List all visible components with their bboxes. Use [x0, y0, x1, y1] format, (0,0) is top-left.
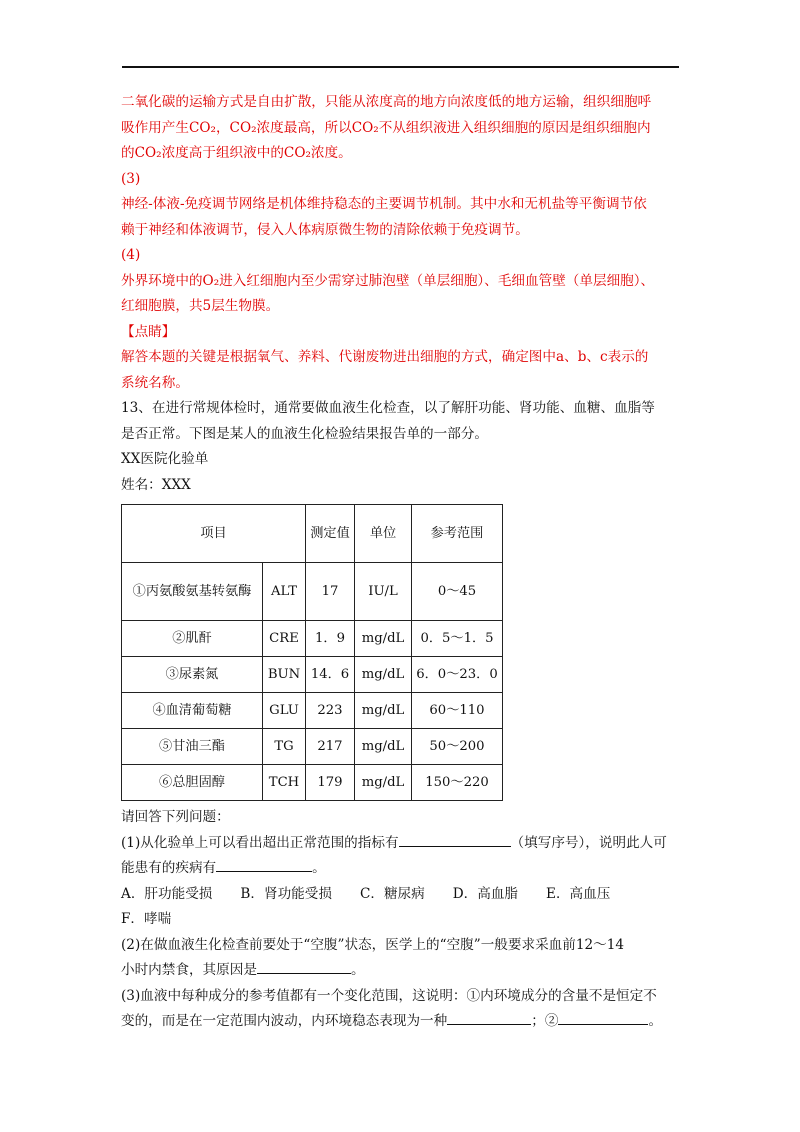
- header-item: 项目: [122, 505, 306, 563]
- answer-label-4: (4): [121, 247, 141, 263]
- item-abbr: TG: [263, 729, 306, 765]
- hospital-title: XX医院化验单: [121, 451, 209, 467]
- table-row: [122, 621, 503, 657]
- item-unit: mg/dL: [355, 621, 412, 657]
- item-abbr: CRE: [263, 621, 306, 657]
- header-value: 测定值: [306, 505, 355, 563]
- answer-blank[interactable]: [399, 832, 511, 847]
- item-range: 0．5～1．5: [412, 621, 503, 657]
- answer-line: 赖于神经和体液调节，侵入人体病原微生物的清除依赖于免疫调节。: [121, 221, 529, 238]
- item-name: ⑤甘油三酯: [122, 729, 263, 765]
- option-a[interactable]: A．肝功能受损: [121, 885, 213, 902]
- option-b[interactable]: B．肾功能受损: [240, 885, 332, 902]
- header-unit: 单位: [355, 505, 412, 563]
- answer-line: 外界环境中的O₂进入红细胞内至少需穿过肺泡壁（单层细胞）、毛细血管壁（单层细胞）、: [121, 272, 655, 289]
- answer-explanation: [121, 90, 687, 396]
- table-row: [122, 563, 503, 621]
- answer-line: 神经-体液-免疫调节网络是机体维持稳态的主要调节机制。其中水和无机盐等平衡调节依: [121, 196, 647, 212]
- page-body: [121, 90, 687, 1035]
- subquestion-2: (2)在做血液生化检查前要处于“空腹”状态，医学上的“空腹”一般要求采血前12～14: [121, 936, 625, 953]
- item-name: ①丙氨酸氨基转氨酶: [122, 563, 263, 621]
- answer-line: 红细胞膜，共5层生物膜。: [121, 298, 280, 314]
- answer-blank[interactable]: [257, 959, 351, 974]
- item-abbr: ALT: [263, 563, 306, 621]
- item-unit: IU/L: [355, 563, 412, 621]
- option-f[interactable]: F．哮喘: [121, 911, 172, 927]
- item-range: 6．0～23．0: [412, 657, 503, 693]
- table-row: [122, 729, 503, 765]
- table-row: [122, 765, 503, 801]
- option-c[interactable]: C．糖尿病: [359, 885, 425, 902]
- subquestion-1: (1)从化验单上可以看出超出正常范围的指标有 （填写序号），说明此人可: [121, 831, 687, 857]
- item-value: 14．6: [306, 657, 355, 693]
- item-range: 60～110: [412, 693, 503, 729]
- dianjing-line: 系统名称。: [121, 374, 189, 391]
- item-range: 150～220: [412, 765, 503, 801]
- item-unit: mg/dL: [355, 765, 412, 801]
- subquestion-3: (3)血液中每种成分的参考值都有一个变化范围，这说明：①内环境成分的含量不是恒定不: [121, 987, 657, 1004]
- dianjing-line: 解答本题的关键是根据氧气、养料、代谢废物进出细胞的方式，确定图中a、b、c表示的: [121, 349, 649, 365]
- item-name: ⑥总胆固醇: [122, 765, 263, 801]
- item-range: 50～200: [412, 729, 503, 765]
- item-value: 179: [306, 765, 355, 801]
- lab-report-table: [121, 504, 503, 801]
- item-unit: mg/dL: [355, 657, 412, 693]
- item-range: 0～45: [412, 563, 503, 621]
- answer-line: 的CO₂浓度高于组织液中的CO₂浓度。: [121, 145, 352, 161]
- item-abbr: GLU: [263, 693, 306, 729]
- answer-blank[interactable]: [216, 857, 312, 872]
- item-unit: mg/dL: [355, 729, 412, 765]
- answer-blank[interactable]: [447, 1010, 531, 1025]
- table-row: [122, 693, 503, 729]
- question-intro-line: 是否正常。下图是某人的血液生化检验结果报告单的一部分。: [121, 425, 489, 442]
- table-row: [122, 657, 503, 693]
- option-e[interactable]: E．高血压: [546, 885, 611, 902]
- choice-options: [121, 882, 687, 908]
- subquestion-3-cont: 变的，而是在一定范围内波动，内环境稳态表现为一种 ；② 。: [121, 1009, 687, 1035]
- item-abbr: BUN: [263, 657, 306, 693]
- question-13: [121, 396, 687, 1035]
- item-name: ②肌酐: [122, 621, 263, 657]
- question-intro-line: 13、在进行常规体检时，通常要做血液生化检查，以了解肝功能、肾功能、血糖、血脂等: [121, 400, 655, 416]
- option-d[interactable]: D．高血脂: [452, 885, 519, 902]
- item-value: 1．9: [306, 621, 355, 657]
- header-rule: [122, 66, 679, 68]
- answer-line: 二氧化碳的运输方式是自由扩散，只能从浓度高的地方向浓度低的地方运输，组织细胞呼: [121, 94, 652, 110]
- item-name: ③尿素氮: [122, 657, 263, 693]
- subquestion-1-cont: 能患有的疾病有 。: [121, 856, 687, 882]
- dianjing-heading: 【点睛】: [121, 323, 176, 340]
- subquestion-2-cont: 小时内禁食，其原因是 。: [121, 958, 687, 984]
- item-name: ④血清葡萄糖: [122, 693, 263, 729]
- answer-prompt: 请回答下列问题：: [121, 809, 230, 825]
- answer-label-3: (3): [121, 170, 141, 187]
- answer-blank[interactable]: [558, 1010, 648, 1025]
- item-value: 223: [306, 693, 355, 729]
- table-header-row: [122, 505, 503, 563]
- item-value: 17: [306, 563, 355, 621]
- answer-line: 吸作用产生CO₂，CO₂浓度最高，所以CO₂不从组织液进入组织细胞的原因是组织细胞内: [121, 119, 651, 136]
- item-value: 217: [306, 729, 355, 765]
- header-range: 参考范围: [412, 505, 503, 563]
- item-unit: mg/dL: [355, 693, 412, 729]
- patient-name: 姓名：XXX: [121, 476, 191, 493]
- item-abbr: TCH: [263, 765, 306, 801]
